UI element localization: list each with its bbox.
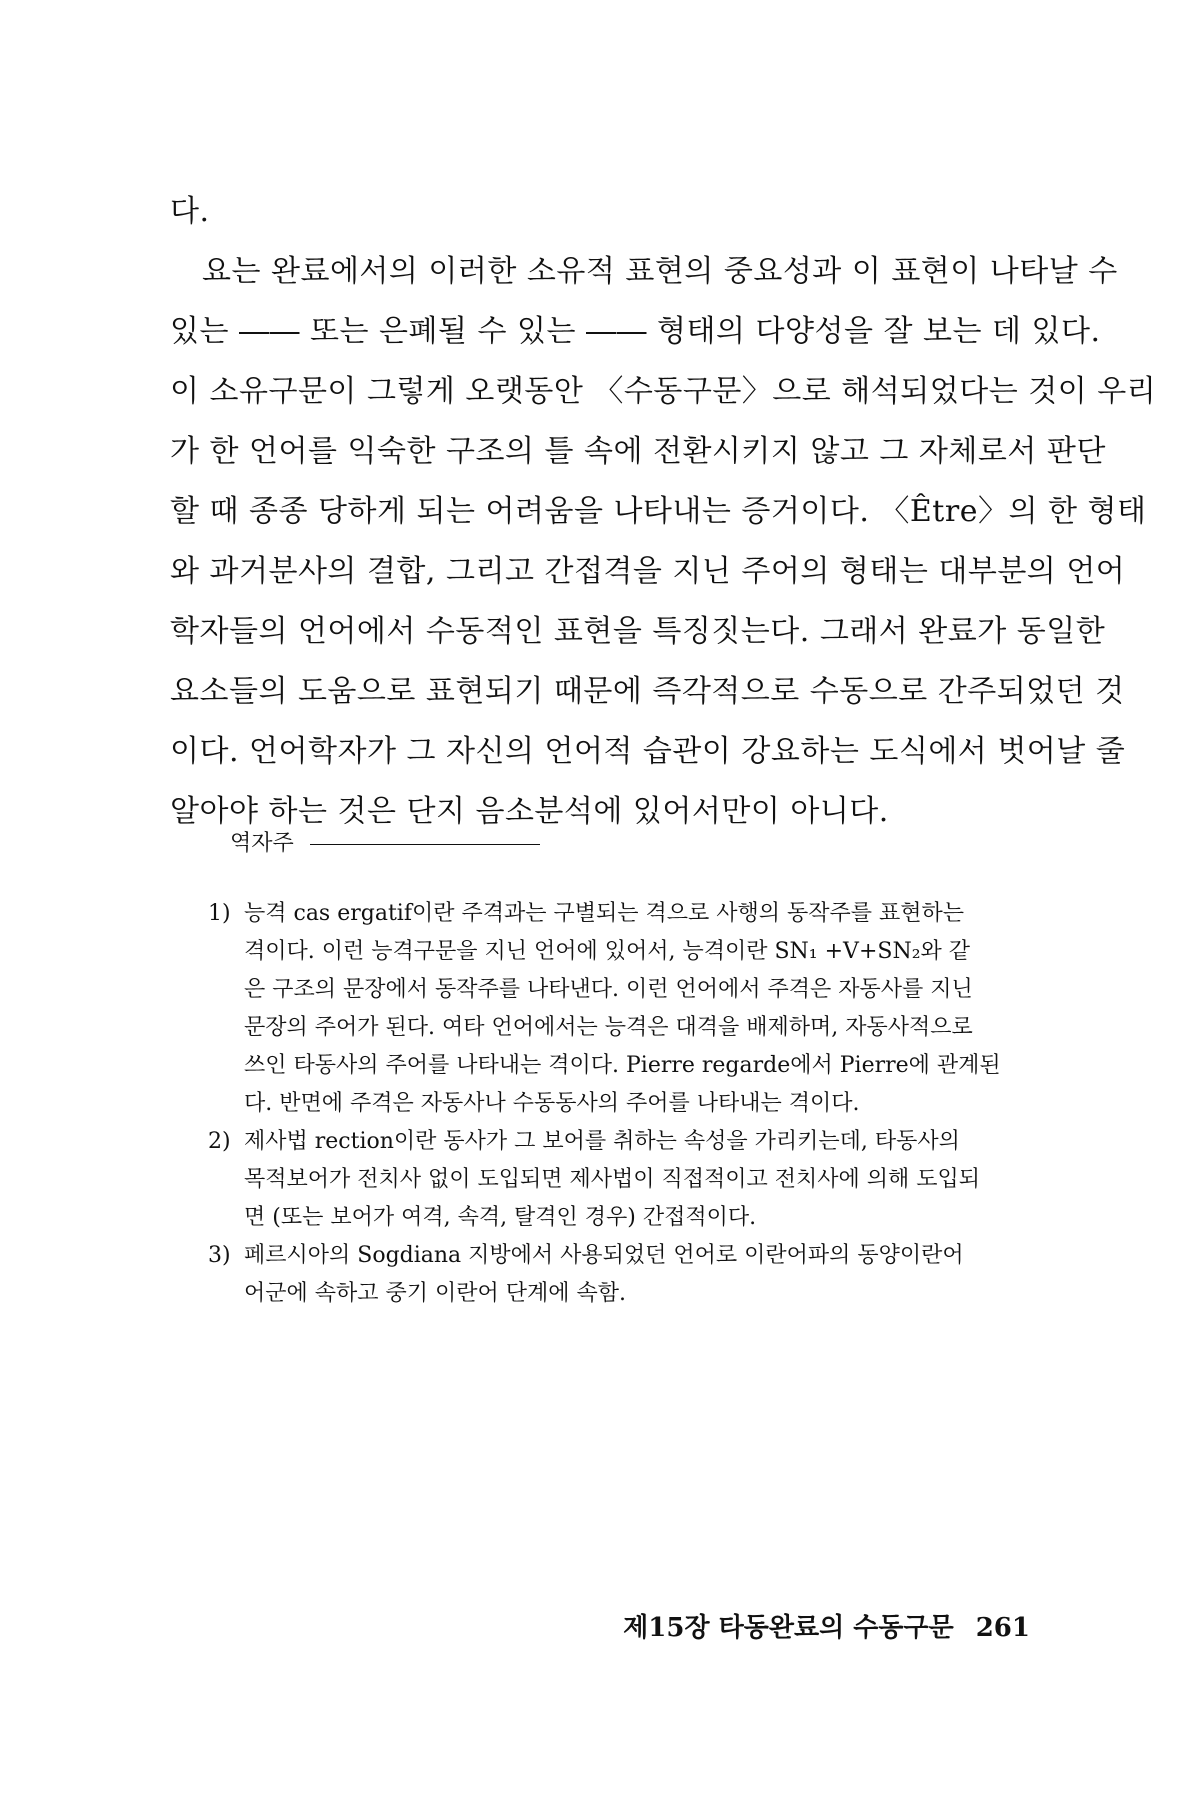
- footnote-2: [208, 1123, 1030, 1237]
- footnote-number: 3): [208, 1243, 231, 1268]
- body-line-10: 이다. 언어학자가 그 자신의 언어적 습관이 강요하는 도식에서 벗어날 줄: [170, 734, 1126, 769]
- body-line-7: 와 과거분사의 결합, 그리고 간접격을 지닌 주어의 형태는 대부분의 언어: [170, 554, 1126, 589]
- body-line-9: 요소들의 도움으로 표현되기 때문에 즉각적으로 수동으로 간주되었던 것: [170, 674, 1125, 709]
- translator-notes-heading: [230, 828, 540, 860]
- main-text: [170, 182, 1157, 842]
- body-line-4: 이 소유구문이 그렇게 오랫동안 〈수동구문〉으로 해석되었다는 것이 우리: [170, 374, 1157, 409]
- body-line-11: 알아야 하는 것은 단지 음소분석에 있어서만이 아니다.: [170, 794, 889, 829]
- footnote-line: 면 (또는 보어가 여격, 속격, 탈격인 경우) 간접적이다.: [244, 1205, 757, 1230]
- footnote-3: [208, 1237, 1030, 1313]
- footnote-number: 2): [208, 1129, 231, 1154]
- body-line-3: 있는 ―― 또는 은폐될 수 있는 ―― 형태의 다양성을 잘 보는 데 있다.: [170, 314, 1101, 349]
- footnote-1: [208, 895, 1030, 1123]
- footnote-line: 은 구조의 문장에서 동작주를 나타낸다. 이런 언어에서 주격은 자동사를 지닌: [244, 977, 973, 1002]
- footnote-list: [208, 895, 1030, 1313]
- body-line-6: 할 때 종종 당하게 되는 어려움을 나타내는 증거이다. 〈Être〉의 한 형태: [170, 494, 1147, 529]
- body-line-2: 요는 완료에서의 이러한 소유적 표현의 중요성과 이 표현이 나타날 수: [202, 254, 1118, 289]
- body-line-5: 가 한 언어를 익숙한 구조의 틀 속에 전환시키지 않고 그 자체로서 판단: [170, 434, 1106, 469]
- body-line-8: 학자들의 언어에서 수동적인 표현을 특징짓는다. 그래서 완료가 동일한: [170, 614, 1106, 649]
- footnote-line: 목적보어가 전치사 없이 도입되면 제사법이 직접적이고 전치사에 의해 도입되: [244, 1167, 981, 1192]
- footnote-line: 어군에 속하고 중기 이란어 단계에 속함.: [244, 1281, 626, 1306]
- body-line-1: 다.: [170, 194, 210, 229]
- page-number: 261: [975, 1613, 1030, 1643]
- footnote-line: 페르시아의 Sogdiana 지방에서 사용되었던 언어로 이란어파의 동양이란어: [244, 1243, 964, 1268]
- footnote-line: 문장의 주어가 된다. 여타 언어에서는 능격은 대격을 배제하며, 자동사적으로: [244, 1015, 973, 1040]
- translator-notes-label: 역자주: [230, 831, 294, 856]
- running-footer: [600, 1610, 1030, 1646]
- footnote-line: 다. 반면에 주격은 자동사나 수동동사의 주어를 나타내는 격이다.: [244, 1091, 860, 1116]
- footnote-line: 능격 cas ergatif이란 주격과는 구별되는 격으로 사행의 동작주를 표현하는: [244, 901, 964, 926]
- footnote-line: 제사법 rection이란 동사가 그 보어를 취하는 속성을 가리키는데, 타동사의: [244, 1129, 960, 1154]
- chapter-title: 제15장 타동완료의 수동구문: [623, 1613, 954, 1643]
- footnote-line: 쓰인 타동사의 주어를 나타내는 격이다. Pierre regarde에서 Pierre에 관계된: [244, 1053, 1001, 1078]
- footnote-number: 1): [208, 901, 231, 926]
- heading-rule: [310, 844, 540, 845]
- footnote-line: 격이다. 이런 능격구문을 지닌 언어에 있어서, 능격이란 SN₁ +V+SN₂와 같: [244, 939, 971, 964]
